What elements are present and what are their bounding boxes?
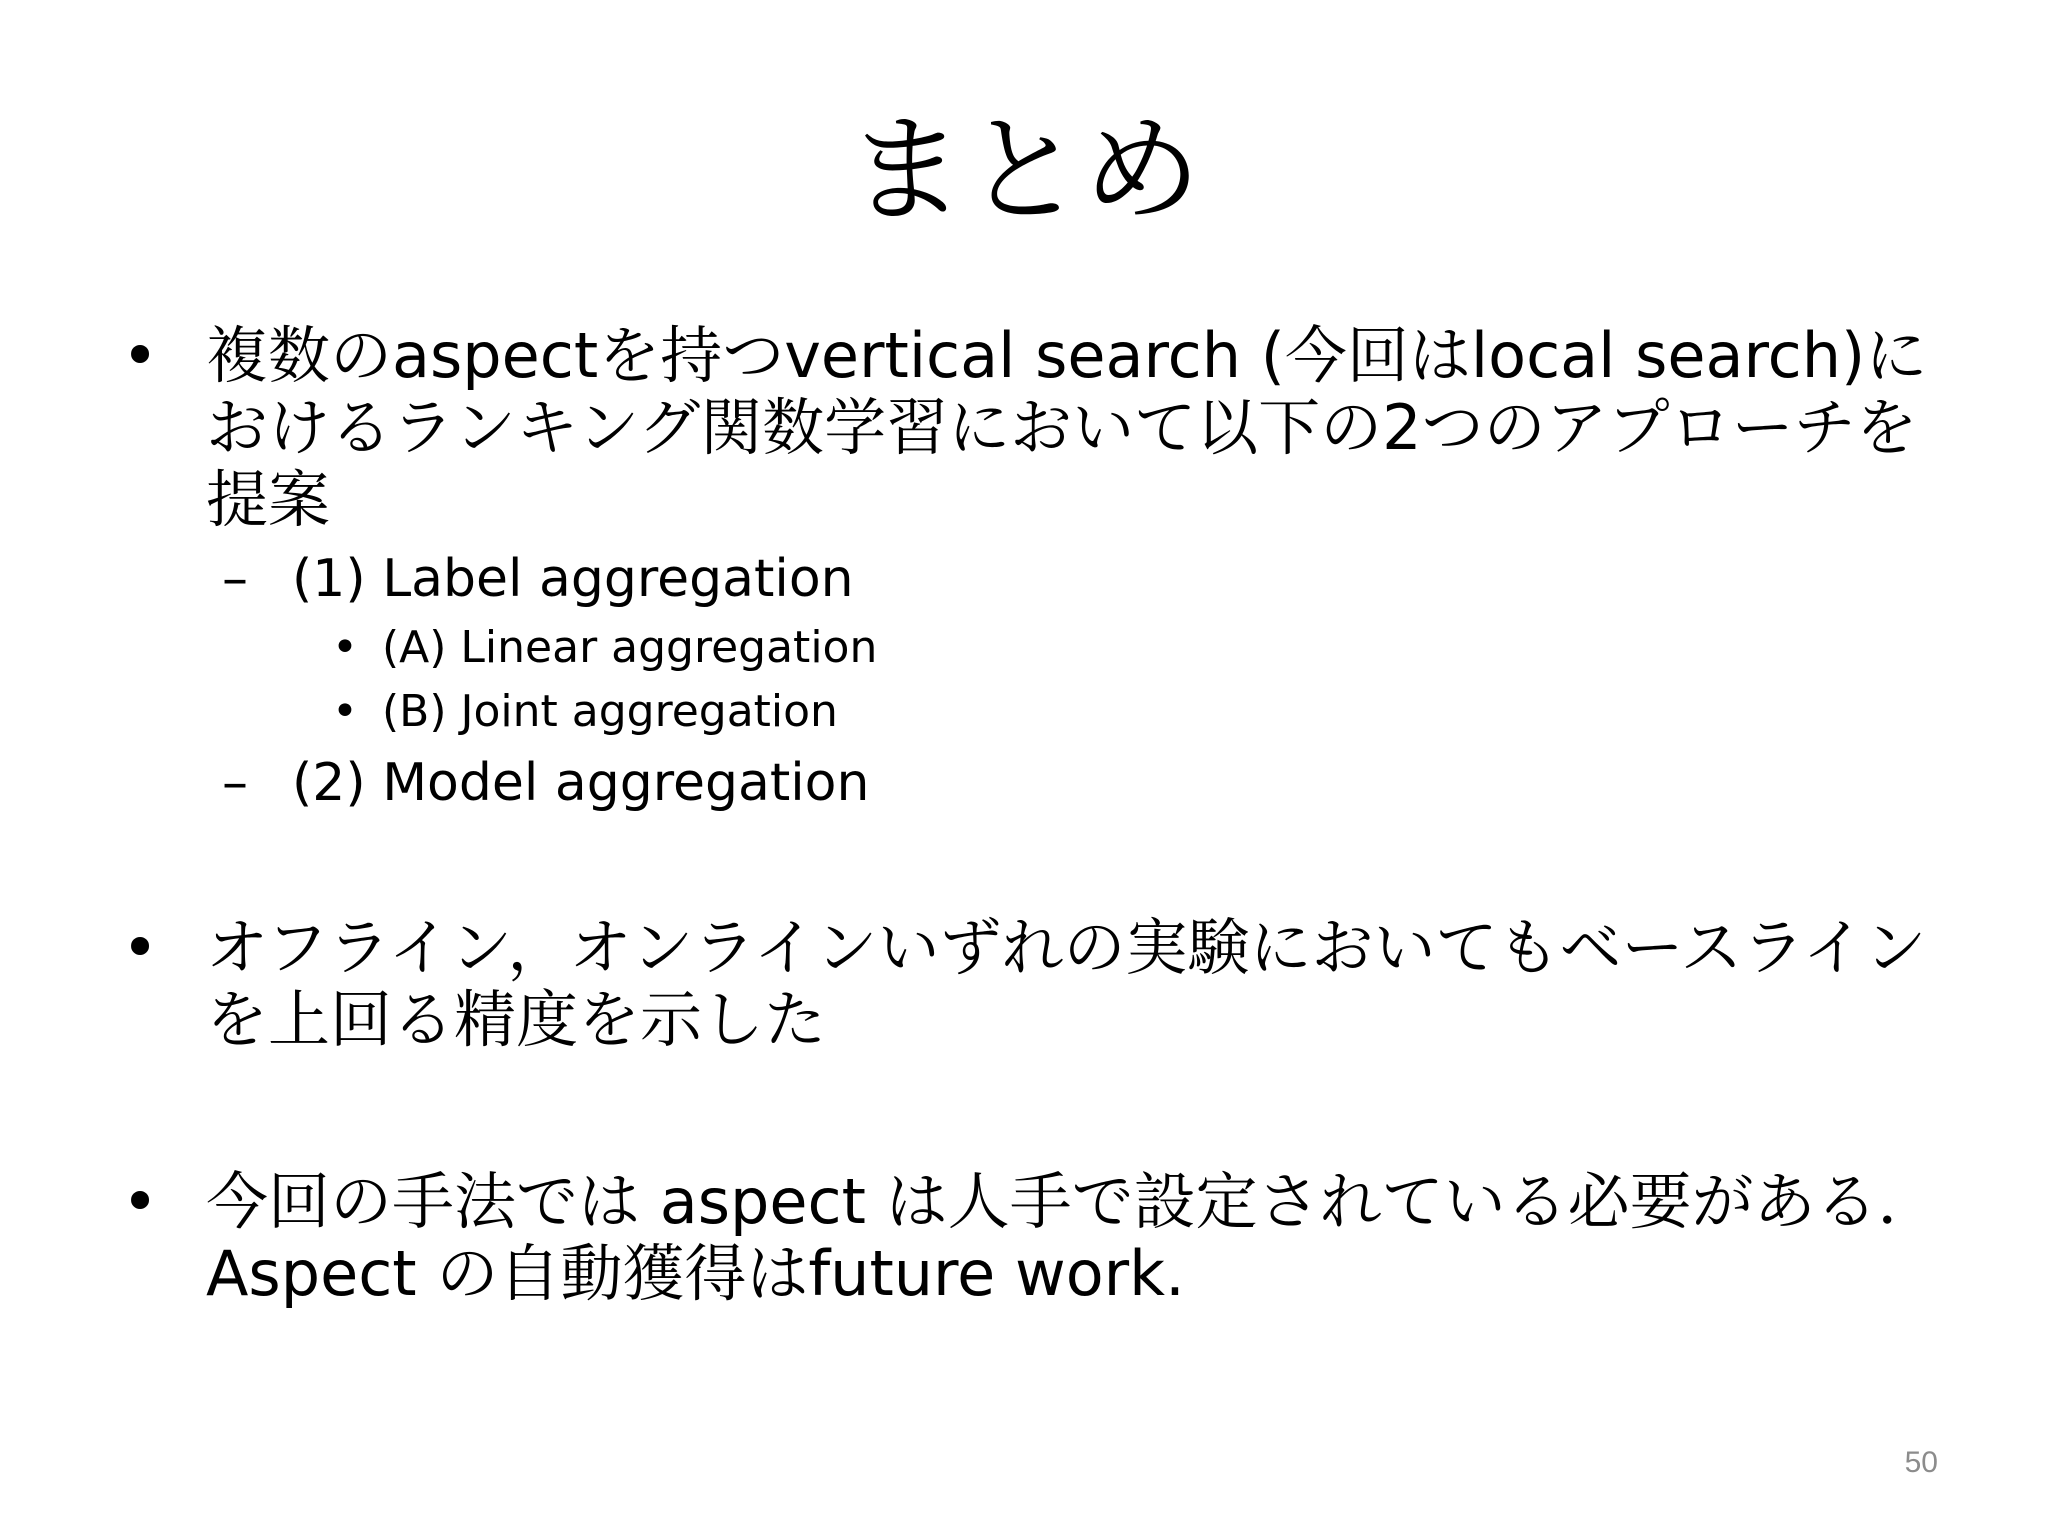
page-number: 50 [1904, 1446, 1938, 1479]
sub-bullet-item [120, 546, 1960, 612]
sub-sub-bullet-item [120, 684, 1960, 740]
bullet-item [120, 1166, 1960, 1310]
bullet-icon: • [121, 1165, 159, 1238]
bullet-text: オフライン，オンラインいずれの実験においてもベースラインを上回る精度を示した [206, 911, 1927, 1056]
slide-body [120, 320, 1960, 1310]
sub-sub-bullet-text: (A) Linear aggregation [382, 622, 878, 673]
slide-title: まとめ [846, 101, 1201, 239]
sub-bullet-item [120, 750, 1960, 816]
sub-bullet-text: (1) Label aggregation [292, 549, 854, 609]
bullet-item [120, 320, 1960, 536]
bullet-icon: • [332, 622, 358, 673]
bullet-icon: • [121, 911, 159, 984]
bullet-icon: • [121, 319, 159, 392]
sub-sub-bullet-text: (B) Joint aggregation [382, 686, 838, 737]
dash-icon: – [222, 549, 248, 609]
sub-bullet-text: (2) Model aggregation [292, 753, 870, 813]
bullet-item [120, 912, 1960, 1056]
dash-icon: – [222, 753, 248, 813]
sub-sub-bullet-item [120, 620, 1960, 676]
bullet-text: 複数のaspectを持つvertical search (今回はlocal search)におけるランキング関数学習において以下の2つのアプローチを提案 [206, 319, 1928, 536]
bullet-text: 今回の手法では aspect は人手で設定されている必要がある．Aspect の自動獲得はfuture work. [206, 1165, 1940, 1310]
bullet-icon: • [332, 686, 358, 737]
